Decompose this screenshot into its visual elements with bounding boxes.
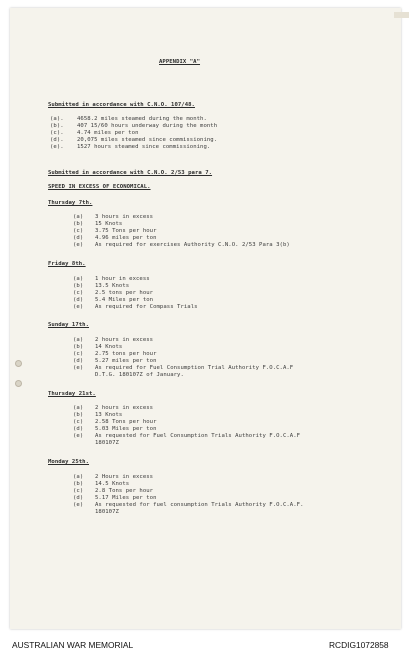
archive-credit: AUSTRALIAN WAR MEMORIAL <box>12 640 134 650</box>
list-item-continuation: D.T.G. 180107Z of January. <box>95 372 184 378</box>
page-corner-mark <box>394 12 409 18</box>
day-heading: Monday 25th. <box>48 459 90 465</box>
list-item-letter: (b) <box>73 412 84 418</box>
list-item-letter: (a). <box>50 116 64 122</box>
list-item-text: As required for Fuel Consumption Trial Authority F.O.C.A.F <box>95 365 294 371</box>
list-item-text: 2.8 Tons per hour <box>95 488 154 494</box>
list-item-text: 13.5 Knots <box>95 283 130 289</box>
list-item-letter: (b) <box>73 481 84 487</box>
list-item-letter: (e) <box>73 433 84 439</box>
list-item-letter: (e) <box>73 242 84 248</box>
list-item-letter: (d) <box>73 235 84 241</box>
list-item-text: 4.96 miles per ton <box>95 235 157 241</box>
list-item-letter: (a) <box>73 337 84 343</box>
list-item-text: 15 Knots <box>95 221 123 227</box>
list-item-letter: (e). <box>50 144 64 150</box>
day-heading: Thursday 21st. <box>48 391 96 397</box>
list-item-letter: (b) <box>73 344 84 350</box>
day-heading: Friday 8th. <box>48 261 86 267</box>
section1-heading: Submitted in accordance with C.N.O. 107/48. <box>48 102 195 108</box>
list-item-letter: (c) <box>73 290 84 296</box>
list-item-letter: (a) <box>73 405 84 411</box>
list-item-text: 2.75 tons per hour <box>95 351 157 357</box>
list-item-continuation: 180107Z <box>95 509 119 515</box>
list-item-text: 4658.2 miles steamed during the month. <box>77 116 207 122</box>
list-item-letter: (c) <box>73 488 84 494</box>
archive-id: RCDIG1072858 <box>329 640 389 650</box>
list-item-text: 2.58 Tons per hour <box>95 419 157 425</box>
list-item-text: 14 Knots <box>95 344 123 350</box>
list-item-letter: (d). <box>50 137 64 143</box>
list-item-text: 2 hours in excess <box>95 337 154 343</box>
list-item-text: 2 Hours in excess <box>95 474 154 480</box>
list-item-text: 20,075 miles steamed since commissioning. <box>77 137 218 143</box>
list-item-letter: (c) <box>73 228 84 234</box>
list-item-letter: (d) <box>73 426 84 432</box>
list-item-letter: (b). <box>50 123 64 129</box>
section2-subheading: SPEED IN EXCESS OF ECONOMICAL. <box>48 184 151 190</box>
list-item-text: As requested for Fuel Consumption Trials Authority F.O.C.A.F <box>95 433 301 439</box>
list-item-letter: (c) <box>73 351 84 357</box>
list-item-letter: (e) <box>73 502 84 508</box>
list-item-text: 5.17 Miles per ton <box>95 495 157 501</box>
list-item-text: 4.74 miles per ton <box>77 130 139 136</box>
day-heading: Thursday 7th. <box>48 200 93 206</box>
list-item-text: 3.75 Tons per hour <box>95 228 157 234</box>
list-item-letter: (b) <box>73 221 84 227</box>
list-item-text: 13 Knots <box>95 412 123 418</box>
list-item-text: 5.4 Miles per ton <box>95 297 154 303</box>
list-item-text: 5.03 Miles per ton <box>95 426 157 432</box>
day-heading: Sunday 17th. <box>48 322 90 328</box>
list-item-text: 2.5 tons per hour <box>95 290 154 296</box>
list-item-continuation: 180107Z <box>95 440 119 446</box>
list-item-letter: (d) <box>73 297 84 303</box>
punch-hole <box>15 380 22 387</box>
appendix-title: APPENDIX "A" <box>159 59 201 65</box>
list-item-text: 14.5 Knots <box>95 481 130 487</box>
section2-heading: Submitted in accordance with C.N.O. 2/53 para 7. <box>48 170 213 176</box>
list-item-text: 5.27 miles per ton <box>95 358 157 364</box>
punch-hole <box>15 360 22 367</box>
list-item-text: 407 15/60 hours underway during the month <box>77 123 218 129</box>
list-item-text: As required for exercises Authority C.N.O. 2/53 Para 3(b) <box>95 242 290 248</box>
list-item-text: As required for Compass Trials <box>95 304 198 310</box>
list-item-letter: (e) <box>73 365 84 371</box>
list-item-text: 1 hour in excess <box>95 276 150 282</box>
list-item-letter: (a) <box>73 474 84 480</box>
list-item-letter: (e) <box>73 304 84 310</box>
list-item-letter: (c) <box>73 419 84 425</box>
list-item-letter: (a) <box>73 214 84 220</box>
list-item-text: 2 hours in excess <box>95 405 154 411</box>
list-item-letter: (a) <box>73 276 84 282</box>
list-item-text: As requested for fuel consumption Trials Authority F.O.C.A.F. <box>95 502 304 508</box>
list-item-text: 3 hours in excess <box>95 214 154 220</box>
list-item-text: 1527 hours steamed since commissioning. <box>77 144 211 150</box>
list-item-letter: (d) <box>73 358 84 364</box>
list-item-letter: (d) <box>73 495 84 501</box>
list-item-letter: (c). <box>50 130 64 136</box>
list-item-letter: (b) <box>73 283 84 289</box>
